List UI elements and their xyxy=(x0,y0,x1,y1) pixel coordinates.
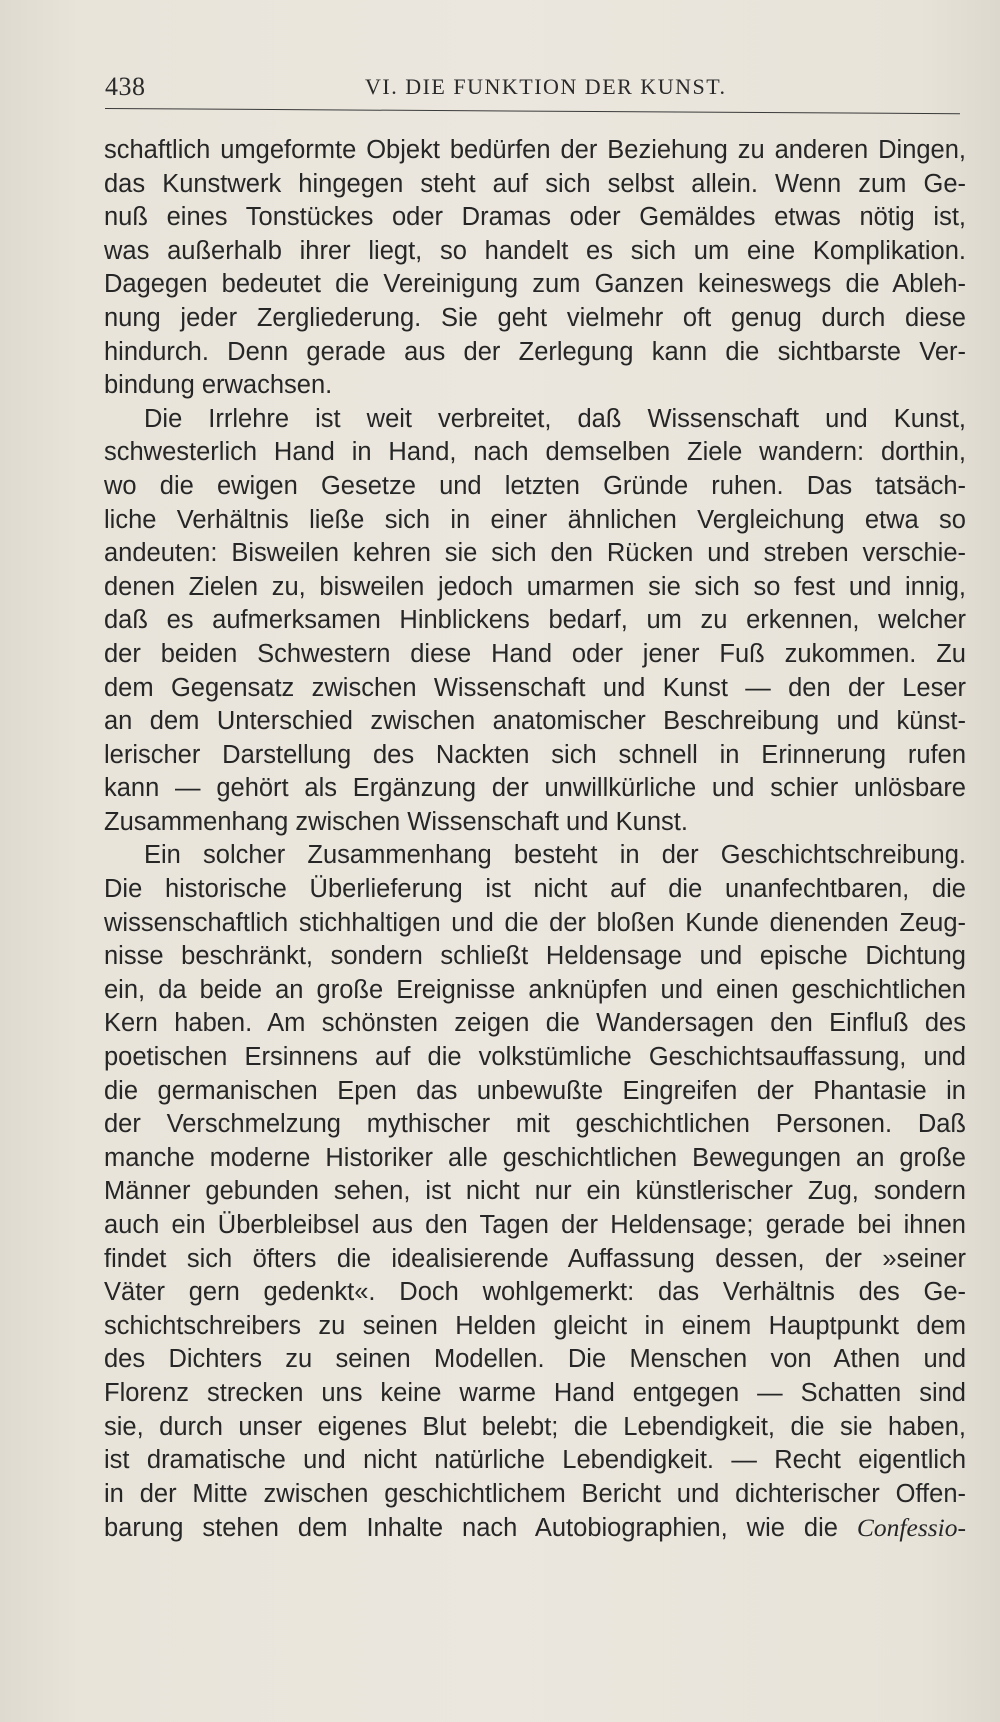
text-line: Kern haben. Am schönsten zeigen die Wandersagen den Einfluß des xyxy=(104,1009,966,1038)
text-line: in der Mitte zwischen geschichtlichem Bericht und dichterischer Offen- xyxy=(104,1479,966,1508)
text-line: ein, da beide an große Ereignisse anknüpfen und einen geschichtlichen xyxy=(104,975,966,1004)
text-line-final xyxy=(104,1511,966,1545)
text-line: bindung erwachsen. xyxy=(104,371,333,400)
text-line: andeuten: Bisweilen kehren sie sich den Rücken und streben verschie- xyxy=(104,539,966,568)
text-line: schaftlich umgeformte Objekt bedürfen der Beziehung zu anderen Dingen, xyxy=(104,136,966,164)
text-line: nisse beschränkt, sondern schließt Heldensage und epische Dichtung xyxy=(104,942,966,971)
text-line: hindurch. Denn gerade aus der Zerlegung kann die sichtbarste Ver- xyxy=(104,337,966,366)
text-line: der beiden Schwestern diese Hand oder jener Fuß zukommen. Zu xyxy=(104,639,966,668)
text-line: auch ein Überbleibsel aus den Tagen der Heldensage; gerade bei ihnen xyxy=(104,1211,966,1239)
text-line: nung jeder Zergliederung. Sie geht vielmehr oft genug durch diese xyxy=(104,303,966,332)
text-line: Die Irrlehre ist weit verbreitet, daß Wissenschaft und Kunst, xyxy=(144,404,966,433)
text-line: Zusammenhang zwischen Wissenschaft und Kunst. xyxy=(104,807,688,836)
text-line: ist dramatische und nicht natürliche Lebendigkeit. — Recht eigentlich xyxy=(104,1446,966,1475)
text-line: an dem Unterschied zwischen anatomischer Beschreibung und künst- xyxy=(104,707,966,736)
text-line: des Dichters zu seinen Modellen. Die Menschen von Athen und xyxy=(104,1345,966,1374)
text-line: der Verschmelzung mythischer mit geschichtlichen Personen. Daß xyxy=(104,1110,966,1139)
text-line: Florenz strecken uns keine warme Hand entgegen — Schatten sind xyxy=(104,1378,966,1407)
text-line: poetischen Ersinnens auf die volkstümliche Geschichtsauffassung, und xyxy=(104,1043,966,1072)
text-line: Männer gebunden sehen, ist nicht nur ein künstlerischer Zug, sondern xyxy=(104,1177,966,1206)
text-line: lerischer Darstellung des Nackten sich schnell in Erinnerung rufen xyxy=(104,740,966,769)
text-line: liche Verhältnis ließe sich in einer ähnlichen Vergleichung etwa so xyxy=(104,505,966,534)
body-text xyxy=(104,134,966,1545)
text-line: schichtschreibers zu seinen Helden gleicht in einem Hauptpunkt dem xyxy=(104,1311,966,1340)
text-line: denen Zielen zu, bisweilen jedoch umarmen sie sich so fest und innig, xyxy=(104,572,966,601)
text-line: was außerhalb ihrer liegt, so handelt es sich um eine Komplikation. xyxy=(104,236,966,265)
text-line: findet sich öfters die idealisierende Auffassung dessen, der »seiner xyxy=(104,1244,966,1273)
text-line: manche moderne Historiker alle geschichtlichen Bewegungen an große xyxy=(104,1143,966,1172)
page-header xyxy=(105,68,960,106)
italic-title-fragment: Confessio- xyxy=(856,1513,966,1543)
text-line: schwesterlich Hand in Hand, nach demselben Ziele wandern: dorthin, xyxy=(104,438,966,467)
running-head: VI. DIE FUNKTION DER KUNST. xyxy=(365,74,727,99)
page-number: 438 xyxy=(105,72,146,101)
header-rule xyxy=(105,108,960,114)
text-line: Ein solcher Zusammenhang besteht in der Geschichtschreibung. xyxy=(144,841,966,870)
text-line: das Kunstwerk hingegen steht auf sich selbst allein. Wenn zum Ge- xyxy=(104,169,966,198)
text-line: wo die ewigen Gesetze und letzten Gründe ruhen. Das tatsäch- xyxy=(104,471,966,500)
text-line-final-main: barung stehen dem Inhalte nach Autobiographien, wie die xyxy=(104,1514,838,1543)
text-line: wissenschaftlich stichhaltigen und die der bloßen Kunde dienenden Zeug- xyxy=(104,908,966,937)
text-line: nuß eines Tonstückes oder Dramas oder Gemäldes etwas nötig ist, xyxy=(104,203,966,232)
text-line: Väter gern gedenkt«. Doch wohlgemerkt: das Verhältnis des Ge- xyxy=(104,1278,966,1307)
text-line: die germanischen Epen das unbewußte Eingreifen der Phantasie in xyxy=(104,1076,966,1105)
text-line: daß es aufmerksamen Hinblickens bedarf, um zu erkennen, welcher xyxy=(104,606,966,635)
text-line: kann — gehört als Ergänzung der unwillkürliche und schier unlösbare xyxy=(104,774,966,803)
text-line: sie, durch unser eigenes Blut belebt; die Lebendigkeit, die sie haben, xyxy=(104,1412,966,1441)
text-line: Die historische Überlieferung ist nicht auf die unanfechtbaren, die xyxy=(104,875,966,904)
text-line: Dagegen bedeutet die Vereinigung zum Ganzen keineswegs die Ableh- xyxy=(104,270,966,299)
text-line: dem Gegensatz zwischen Wissenschaft und Kunst — den der Leser xyxy=(104,673,966,702)
